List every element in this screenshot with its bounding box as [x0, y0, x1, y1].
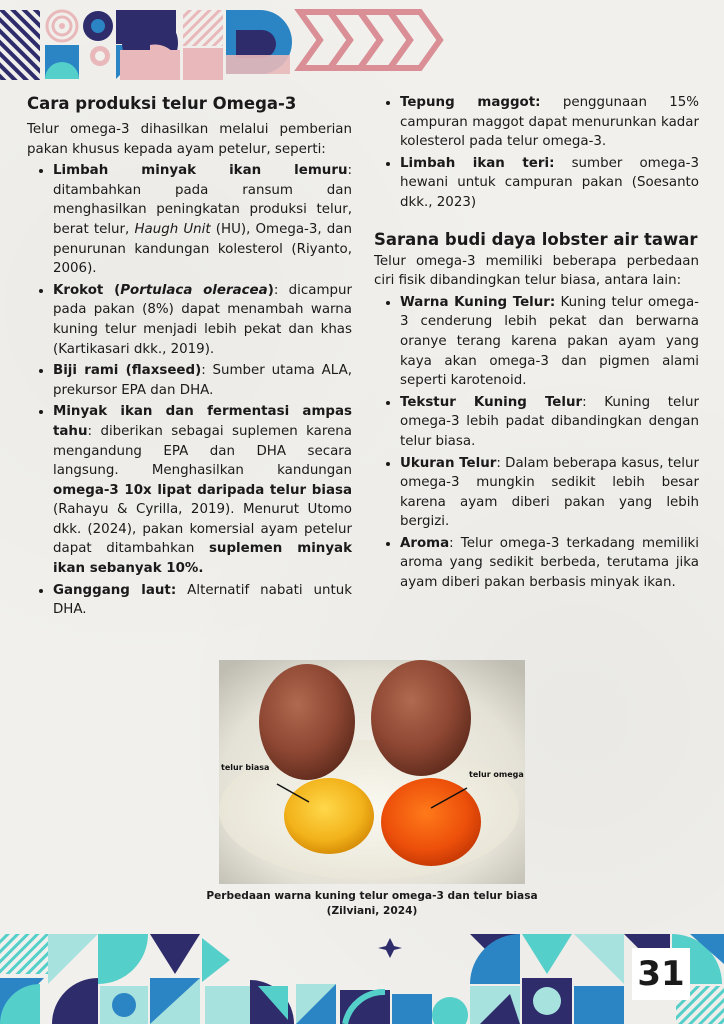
left-column — [27, 93, 352, 622]
production-list-continued — [374, 93, 699, 213]
list-item: • Warna Kuning Telur: Kuning telur omega-3 cenderung lebih pekat dan berwarna oranye terang karena pakan ayam yang kaya akan omega-3 dan pigmen alami seperti karotenoid. — [400, 293, 699, 391]
production-list — [27, 161, 352, 620]
differences-intro: Telur omega-3 memiliki beberapa perbedaan ciri fisik dibandingkan telur biasa, antara lain: — [374, 253, 699, 289]
label-omega-egg: telur omega — [469, 770, 524, 779]
page-number: 31 — [632, 948, 690, 1000]
list-item: • Limbah minyak ikan lemuru: ditambahkan pada ransum dan menghasilkan peningkatan produksi telur, berat telur, Haugh Unit (HU), Omega-3, dan penurunan kandungan kolesterol (Riyanto, 2006). — [53, 161, 352, 279]
list-item: • Minyak ikan dan fermentasi ampas tahu: diberikan sebagai suplemen karena mengandung EPA dan DHA secara langsung. Menghasilkan kandungan omega-3 10x lipat daripada telur biasa (Rahayu & Cyrilla, 2019). Menurut Utomo dkk. (2024), pakan komersial ayam petelur dapat ditambahkan suplemen minyak ikan sebanyak 10%. — [53, 402, 352, 578]
list-item: • Krokot (Portulaca oleracea): dicampur pada pakan (8%) dapat menambah warna kuning telur menjadi lebih pekat dan khas (Kartikasari dkk., 2019). — [53, 281, 352, 359]
label-regular-egg: telur biasa — [221, 763, 270, 772]
figure-caption: Perbedaan warna kuning telur omega-3 dan telur biasa (Zilviani, 2024) — [206, 890, 538, 917]
list-item: • Tekstur Kuning Telur: Kuning telur omega-3 lebih padat dibandingkan dengan telur biasa. — [400, 393, 699, 452]
differences-list — [374, 293, 699, 593]
production-intro: Telur omega-3 dihasilkan melalui pemberian pakan khusus kepada ayam petelur, seperti: — [27, 122, 352, 157]
list-item: • Ukuran Telur: Dalam beberapa kasus, telur omega-3 mungkin sedikit lebih besar karena ayam diberi pakan yang lebih bergizi. — [400, 454, 699, 532]
header-decoration — [0, 0, 724, 90]
list-item: • Tepung maggot: penggunaan 15% campuran maggot dapat menurunkan kadar kolesterol pada telur omega-3. — [400, 93, 699, 152]
footer-decoration — [0, 920, 724, 1024]
list-item: • Ganggang laut: Alternatif nabati untuk DHA. — [53, 581, 352, 620]
list-item: • Limbah ikan teri: sumber omega-3 hewani untuk campuran pakan (Soesanto dkk., 2023) — [400, 154, 699, 213]
egg-comparison-photo — [219, 660, 525, 884]
list-item: • Aroma: Telur omega-3 terkadang memiliki aroma yang sedikit berbeda, terutama jika ayam diberi pakan berbasis minyak ikan. — [400, 534, 699, 593]
section-heading-production: Cara produksi telur Omega-3 — [27, 94, 297, 113]
section-heading-lobster: Sarana budi daya lobster air tawar — [374, 229, 698, 249]
right-column — [374, 93, 699, 595]
list-item: • Biji rami (flaxseed): Sumber utama ALA, prekursor EPA dan DHA. — [53, 361, 352, 400]
